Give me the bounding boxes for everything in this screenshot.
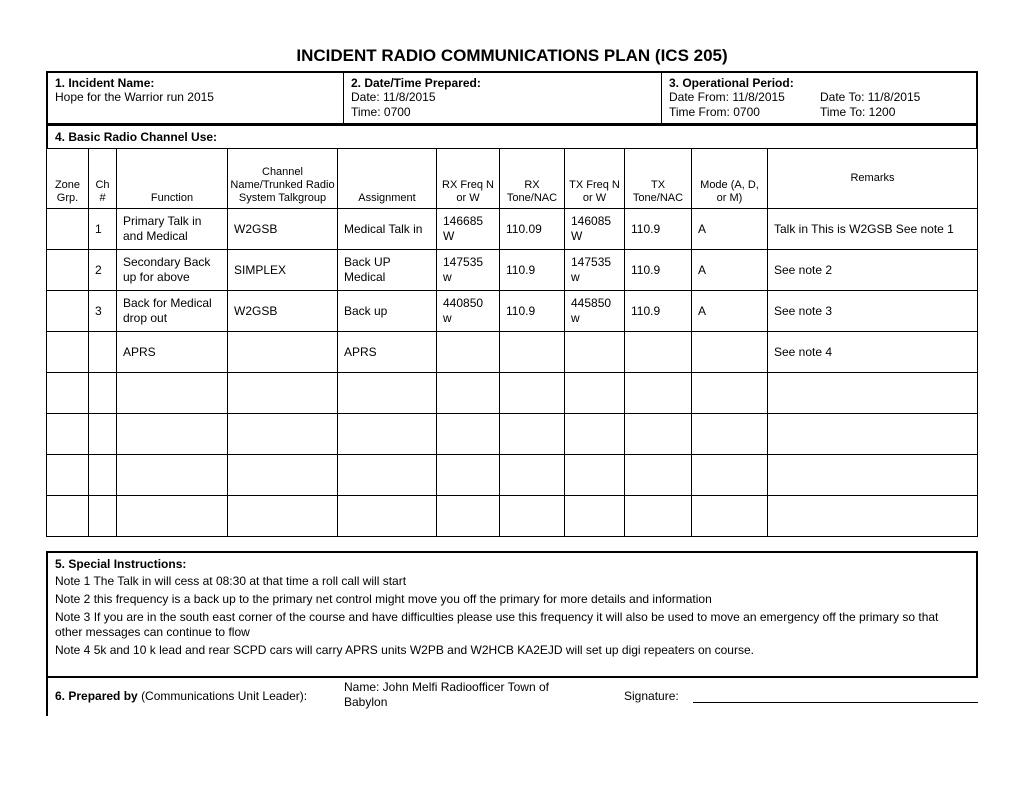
column-header: Assignment	[338, 149, 437, 209]
table-cell[interactable]	[692, 496, 768, 537]
operational-period-cell	[661, 73, 976, 123]
table-cell[interactable]	[228, 496, 338, 537]
table-cell[interactable]: 146085 W	[565, 209, 625, 250]
table-cell[interactable]: 110.09	[500, 209, 565, 250]
table-cell[interactable]	[768, 496, 978, 537]
table-cell[interactable]	[625, 455, 692, 496]
table-cell[interactable]: W2GSB	[228, 209, 338, 250]
table-cell[interactable]	[89, 332, 117, 373]
table-row	[47, 209, 978, 250]
table-cell[interactable]: 147535 w	[565, 250, 625, 291]
table-cell[interactable]	[117, 455, 228, 496]
special-instructions-section	[46, 551, 978, 678]
table-cell[interactable]: 147535 w	[437, 250, 500, 291]
prepared-by-label: 6. Prepared by	[55, 689, 138, 703]
table-cell[interactable]: Primary Talk in and Medical	[117, 209, 228, 250]
table-cell[interactable]	[117, 373, 228, 414]
time-from[interactable]: Time From: 0700	[669, 105, 760, 119]
date-from[interactable]: Date From: 11/8/2015	[669, 90, 785, 104]
prepared-by-name[interactable]: Name: John Melfi Radioofficer Town of Babylon	[344, 680, 549, 709]
table-cell[interactable]: 2	[89, 250, 117, 291]
table-cell[interactable]	[338, 373, 437, 414]
table-cell[interactable]: Back UP Medical	[338, 250, 437, 291]
table-cell[interactable]: 3	[89, 291, 117, 332]
table-cell[interactable]	[565, 455, 625, 496]
table-cell[interactable]	[228, 332, 338, 373]
table-cell[interactable]	[89, 414, 117, 455]
table-cell[interactable]: 146685 W	[437, 209, 500, 250]
table-cell[interactable]	[625, 373, 692, 414]
table-row	[47, 373, 978, 414]
table-cell[interactable]	[565, 496, 625, 537]
table-cell[interactable]: APRS	[117, 332, 228, 373]
table-cell[interactable]	[117, 496, 228, 537]
table-cell[interactable]: 110.9	[500, 250, 565, 291]
column-header: Mode (A, D, or M)	[692, 149, 768, 209]
table-cell[interactable]	[692, 332, 768, 373]
table-cell[interactable]: Back for Medical drop out	[117, 291, 228, 332]
table-cell[interactable]	[565, 414, 625, 455]
column-header: TX Tone/NAC	[625, 149, 692, 209]
table-cell[interactable]	[500, 373, 565, 414]
prepared-by-sublabel: (Communications Unit Leader):	[141, 689, 308, 703]
table-cell[interactable]: APRS	[338, 332, 437, 373]
table-cell[interactable]	[692, 455, 768, 496]
table-cell[interactable]	[47, 496, 89, 537]
table-row	[47, 250, 978, 291]
table-cell[interactable]: Secondary Back up for above	[117, 250, 228, 291]
table-cell[interactable]: 110.9	[625, 250, 692, 291]
channel-table	[46, 148, 978, 537]
table-cell[interactable]	[47, 373, 89, 414]
incident-name-value[interactable]: Hope for the Warrior run 2015	[55, 90, 214, 104]
form-title: INCIDENT RADIO COMMUNICATIONS PLAN (ICS 205)	[296, 46, 728, 65]
date-prepared-label: 2. Date/Time Prepared:	[351, 76, 481, 90]
special-note[interactable]: Note 4 5k and 10 k lead and rear SCPD cars will carry APRS units W2PB and W2HCB KA2EJD will set up digi repeaters on course.	[55, 643, 754, 657]
date-to[interactable]: Date To: 11/8/2015	[820, 90, 921, 104]
incident-name-cell	[48, 73, 344, 123]
table-cell[interactable]	[47, 414, 89, 455]
table-cell[interactable]	[625, 332, 692, 373]
table-cell[interactable]	[500, 332, 565, 373]
table-cell[interactable]: 110.9	[625, 291, 692, 332]
table-cell[interactable]	[338, 496, 437, 537]
table-row	[47, 496, 978, 537]
table-row	[47, 332, 978, 373]
header-section	[46, 71, 978, 125]
table-cell[interactable]	[692, 414, 768, 455]
special-note[interactable]: Note 1 The Talk in will cess at 08:30 at that time a roll call will start	[55, 574, 407, 588]
table-cell[interactable]	[47, 332, 89, 373]
table-cell[interactable]	[228, 414, 338, 455]
table-cell[interactable]	[500, 496, 565, 537]
table-cell[interactable]: 110.9	[500, 291, 565, 332]
table-cell[interactable]	[437, 373, 500, 414]
table-cell[interactable]: 440850 w	[437, 291, 500, 332]
table-cell[interactable]: A	[692, 291, 768, 332]
table-cell[interactable]	[500, 414, 565, 455]
date-prepared-date[interactable]: Date: 11/8/2015	[351, 90, 436, 104]
table-cell[interactable]	[768, 414, 978, 455]
special-instructions-label: 5. Special Instructions:	[55, 557, 187, 571]
table-cell[interactable]: Talk in This is W2GSB See note 1	[768, 209, 978, 250]
table-cell[interactable]	[437, 455, 500, 496]
table-cell[interactable]: See note 2	[768, 250, 978, 291]
time-to[interactable]: Time To: 1200	[820, 105, 896, 119]
table-cell[interactable]	[117, 414, 228, 455]
column-header: Remarks	[768, 149, 978, 209]
table-cell[interactable]	[228, 455, 338, 496]
table-cell[interactable]	[625, 496, 692, 537]
signature-line[interactable]	[693, 702, 978, 703]
table-cell[interactable]: 110.9	[625, 209, 692, 250]
table-cell[interactable]	[89, 496, 117, 537]
table-row	[47, 455, 978, 496]
table-cell[interactable]	[565, 332, 625, 373]
table-cell[interactable]	[89, 455, 117, 496]
incident-name-label: 1. Incident Name:	[55, 76, 155, 90]
table-cell[interactable]	[47, 455, 89, 496]
table-cell[interactable]	[89, 373, 117, 414]
table-cell[interactable]	[437, 414, 500, 455]
table-row	[47, 291, 978, 332]
table-cell[interactable]	[768, 455, 978, 496]
table-cell[interactable]: A	[692, 209, 768, 250]
column-header: Ch #	[89, 149, 117, 209]
table-row	[47, 414, 978, 455]
table-cell[interactable]: 1	[89, 209, 117, 250]
operational-period-label: 3. Operational Period:	[669, 76, 794, 90]
table-cell[interactable]: A	[692, 250, 768, 291]
table-cell[interactable]	[338, 414, 437, 455]
table-cell[interactable]	[437, 332, 500, 373]
column-header: Zone Grp.	[47, 149, 89, 209]
channel-use-label: 4. Basic Radio Channel Use:	[46, 124, 978, 149]
special-note[interactable]: Note 3 If you are in the south east corner of the course and have difficulties please use this frequency it will also be used to move an emergency off the primary so that other messages can continue to flow	[55, 610, 939, 639]
date-prepared-time[interactable]: Time: 0700	[351, 105, 411, 119]
table-cell[interactable]	[692, 373, 768, 414]
table-cell[interactable]	[625, 414, 692, 455]
column-header: RX Tone/NAC	[500, 149, 565, 209]
table-cell[interactable]: 445850 w	[565, 291, 625, 332]
table-cell[interactable]	[47, 209, 89, 250]
table-cell[interactable]	[500, 455, 565, 496]
table-cell[interactable]: W2GSB	[228, 291, 338, 332]
table-cell[interactable]: Medical Talk in	[338, 209, 437, 250]
date-prepared-cell	[343, 73, 662, 123]
table-cell[interactable]	[228, 373, 338, 414]
table-cell[interactable]	[47, 250, 89, 291]
column-header: TX Freq N or W	[565, 149, 625, 209]
table-cell[interactable]: See note 4	[768, 332, 978, 373]
table-cell[interactable]	[338, 455, 437, 496]
table-cell[interactable]: Back up	[338, 291, 437, 332]
column-header: Channel Name/Trunked Radio System Talkgroup	[228, 149, 338, 209]
table-cell[interactable]	[565, 373, 625, 414]
table-cell[interactable]	[768, 373, 978, 414]
table-cell[interactable]	[437, 496, 500, 537]
prepared-by-section	[46, 676, 978, 716]
signature-label: Signature:	[624, 689, 679, 703]
table-cell[interactable]	[47, 291, 89, 332]
special-note[interactable]: Note 2 this frequency is a back up to the primary net control might move you off the primary for more details and information	[55, 592, 712, 606]
column-header: RX Freq N or W	[437, 149, 500, 209]
column-header: Function	[117, 149, 228, 209]
table-cell[interactable]: SIMPLEX	[228, 250, 338, 291]
table-cell[interactable]: See note 3	[768, 291, 978, 332]
